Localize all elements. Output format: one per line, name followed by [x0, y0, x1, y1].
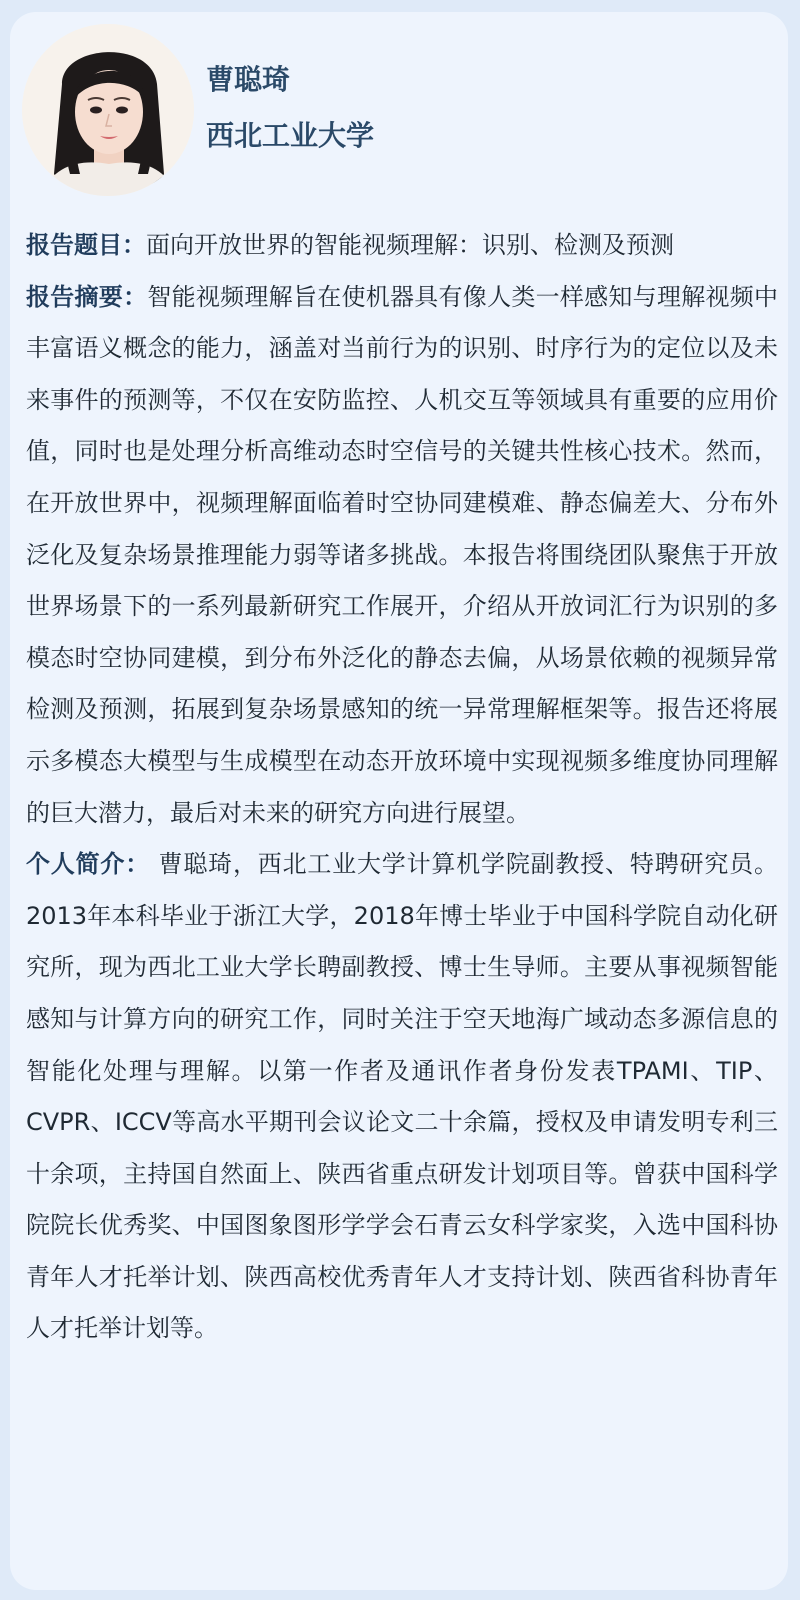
bio-paragraph [26, 839, 778, 1355]
speaker-name: 曹聪琦 [206, 63, 291, 96]
speaker-card [10, 12, 788, 1590]
abstract-paragraph [26, 272, 778, 840]
talk-content [26, 220, 778, 1355]
speaker-header [10, 12, 788, 217]
abstract-label: 报告摘要： [26, 282, 148, 311]
talk-title-label: 报告题目： [26, 231, 146, 259]
bio-label: 个人简介： [26, 850, 151, 879]
speaker-portrait-image [22, 24, 194, 196]
speaker-avatar [22, 24, 194, 196]
talk-title-paragraph [26, 220, 778, 272]
abstract-text: 智能视频理解旨在使机器具有像人类一样感知与理解视频中丰富语义概念的能力，涵盖对当前行为的识别、时序行为的定位以及未来事件的预测等，不仅在安防监控、人机交互等领域具有重要的应用价值，同时也是处理分析高维动态时空信号的关键共性核心技术。然而，在开放世界中，视频理解面临着时空协同建模难、静态偏差大、分布外泛化及复杂场景推理能力弱等诸多挑战。本报告将围绕团队聚焦于开放世界场景下的一系列最新研究工作展开，介绍从开放词汇行为识别的多模态时空协同建模，到分布外泛化的静态去偏，从场景依赖的视频异常检测及预测，拓展到复杂场景感知的统一异常理解框架等。报告还将展示多模态大模型与生成模型在动态开放环境中实现视频多维度协同理解的巨大潜力，最后对未来的研究方向进行展望。 [26, 282, 779, 827]
speaker-affiliation: 西北工业大学 [206, 119, 375, 152]
talk-title-text: 面向开放世界的智能视频理解：识别、检测及预测 [146, 231, 674, 259]
bio-text: 曹聪琦，西北工业大学计算机学院副教授、特聘研究员。2013年本科毕业于浙江大学，2018年博士毕业于中国科学院自动化研究所，现为西北工业大学长聘副教授、博士生导师。主要从事视频智能感知与计算方向的研究工作，同时关注于空天地海广域动态多源信息的智能化处理与理解。以第一作者及通讯作者身份发表TPAMI、TIP、CVPR、ICCV等高水平期刊会议论文二十余篇，授权及申请发明专利三十余项，主持国自然面上、陕西省重点研发计划项目等。曾获中国科学院院长优秀奖、中国图象图形学学会石青云女科学家奖，入选中国科协青年人才托举计划、陕西高校优秀青年人才支持计划、陕西省科协青年人才托举计划等。 [26, 850, 778, 1343]
